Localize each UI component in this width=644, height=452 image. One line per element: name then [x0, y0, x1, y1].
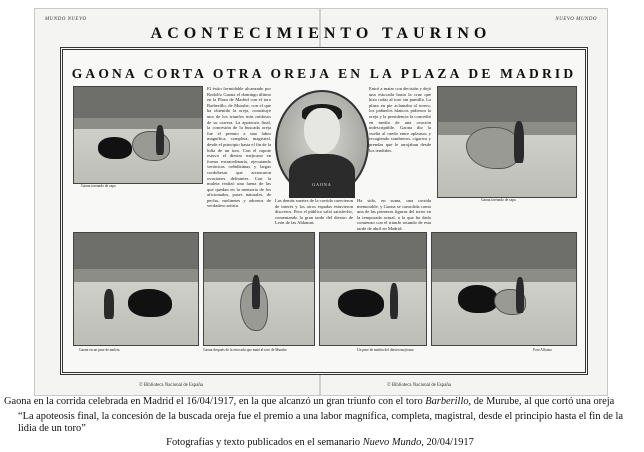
portrait-label: GAONA: [312, 182, 332, 187]
article-text-column-3: Las demás suertes de la corrida carecieron de interés y los otros espadas estuvieron discretos. Pero el público salió satisfecho, comentando la gran tarde del diestro de León de las Aldamas.: [275, 198, 353, 226]
article-text-column-4: Ha sido, en suma, una corrida memorable, y Gaona se consolida como una de las primeras figuras del toreo en la temporada actual, a la que ha dado comienzo con el triunfo rotundo de esta tarde de abril en Madrid.: [357, 198, 431, 231]
section-title: ACONTECIMIENTO TAURINO: [150, 25, 492, 42]
caption-source: [0, 437, 640, 449]
gaona-portrait: [275, 90, 369, 198]
caption-quote: “La apoteosis final, la concesión de la buscada oreja fue el premio a una labor magnífica, completa, magistral, desde el principio hasta el fin de la lidia de un toro”: [18, 411, 624, 434]
caption-source-suffix: , 20/04/1917: [421, 437, 474, 448]
torero-figure: [104, 289, 114, 319]
bull-figure: [458, 285, 498, 313]
photo-caption-1: Gaona toreando de capa: [81, 184, 116, 188]
photo-bottom-2: [203, 232, 315, 346]
torero-figure: [156, 125, 164, 155]
masthead-right: NUEVO MUNDO: [555, 17, 597, 22]
photo-credit: Foto Alfonso: [533, 348, 552, 352]
photo-caption-4: Gaona después de la estocada que mató al toro de Murube: [203, 348, 287, 352]
torero-figure: [252, 275, 260, 309]
bull-figure: [98, 137, 132, 159]
bull-figure: [338, 289, 384, 317]
caption-bull-name: Barberillo: [425, 396, 469, 407]
caption-line-1-prefix: Gaona en la corrida celebrada en Madrid el 16/04/1917, en la que alcanzó un gran triunfo con el toro: [4, 396, 426, 407]
magazine-scan: [34, 8, 608, 396]
photo-bottom-1: [73, 232, 199, 346]
torero-figure: [390, 283, 398, 319]
photo-caption-2: Gaona toreando de capa: [481, 198, 516, 202]
bull-figure: [128, 289, 172, 317]
torero-figure: [516, 277, 524, 313]
bne-watermark-right: © Biblioteca Nacional de España: [387, 383, 451, 388]
cape-figure: [132, 131, 170, 161]
article-text-column-2: Entró a matar con decisión y dejó una estocada hasta la cruz que hizo rodar al toro sin puntilla. La plaza en pie aclamaba al torero, los pañuelos blancos pidieron la oreja y la presidencia la concedió en medio de una ovación indescriptible. Gaona dio la vuelta al ruedo entre aplausos y recogiendo sombreros, cigarros y prendas que le arrojaban desde los tendidos.: [369, 86, 431, 153]
caption-source-prefix: Fotografías y texto publicados en el semanario: [166, 437, 363, 448]
cape-figure: [466, 127, 520, 169]
photo-capote-left: [73, 86, 203, 184]
masthead-left: MUNDO NUEVO: [45, 17, 87, 22]
article-text-column-1: El éxito formidable alcanzado por Rodolfo Gaona el domingo último en la Plaza de Madrid con el toro Barberillo, de Murube, con el que ha obtenido la oreja, constituye uno de los triunfos más ruidosos de su carrera. La apoteosis final, la concesión de la buscada oreja fue el premio a una labor magnífica, completa, magistral, desde el principio hasta el fin de la lidia de un toro. Con el capote estuvo el diestro mejicano en forma extraordinaria, ejecutando verónicas ceñidísimas y largas cordobesas que arrancaron ovaciones delirantes. Con la muleta realizó una faena de las que quedan en la memoria de los aficionados, pases naturales, de pecho, molinetes y adornos de verdadero artista.: [207, 86, 271, 209]
caption-line-1: [4, 396, 644, 408]
caption-line-1-suffix: , de Murube, al que cortó una oreja: [468, 396, 615, 407]
photo-capote-right: [437, 86, 577, 198]
photo-caption-5: Un pase de muleta del diestro mejicano: [357, 348, 414, 352]
photo-caption-3: Gaona en un pase de muleta: [79, 348, 120, 352]
bne-watermark-left: © Biblioteca Nacional de España: [139, 383, 203, 388]
photo-bottom-4: [431, 232, 577, 346]
torero-figure: [514, 121, 524, 163]
photo-bottom-3: [319, 232, 427, 346]
caption-source-magazine: Nuevo Mundo: [362, 437, 422, 448]
article-frame: [60, 47, 588, 375]
article-headline: GAONA CORTA OTRA OREJA EN LA PLAZA DE MADRID: [71, 66, 577, 81]
